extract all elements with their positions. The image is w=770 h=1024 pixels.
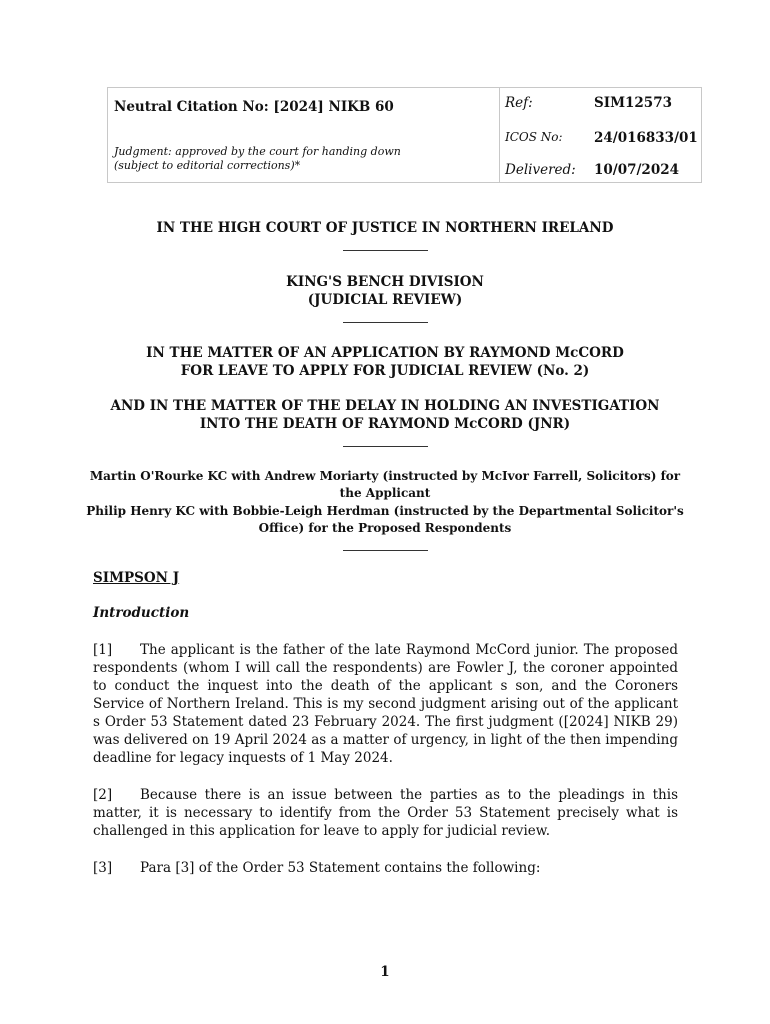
matter-2-line-2: INTO THE DEATH OF RAYMOND McCORD (JNR): [199, 416, 571, 432]
paragraph-2: [93, 786, 678, 840]
paragraph-number: [2]: [93, 787, 113, 803]
section-heading: Introduction: [93, 605, 190, 621]
delivered-value: 10/07/2024: [594, 162, 680, 178]
counsel-line-4: Office) for the Proposed Respondents: [258, 521, 512, 535]
paragraph-number: [1]: [93, 642, 113, 658]
matter-1-line-1: IN THE MATTER OF AN APPLICATION BY RAYMOND McCORD: [146, 345, 624, 361]
separator-rule: [343, 322, 428, 323]
division-line-2: (JUDICIAL REVIEW): [307, 292, 463, 308]
ref-label: Ref:: [505, 95, 533, 111]
counsel-line-3: Philip Henry KC with Bobbie-Leigh Herdman (instructed by the Departmental Solicitor's: [86, 504, 684, 518]
neutral-citation: Neutral Citation No: [2024] NIKB 60: [114, 99, 394, 115]
judge-name: SIMPSON J: [93, 570, 180, 586]
paragraph-1: [93, 641, 678, 767]
separator-rule: [343, 446, 428, 447]
matter-2-line-1: AND IN THE MATTER OF THE DELAY IN HOLDING AN INVESTIGATION: [110, 398, 660, 414]
division-line-1: KING'S BENCH DIVISION: [286, 274, 484, 290]
header-divider: [499, 88, 500, 182]
icos-value: 24/016833/01: [594, 130, 698, 146]
approval-note: [114, 145, 444, 173]
ref-value: SIM12573: [594, 95, 672, 111]
approval-line-1: Judgment: approved by the court for handing down: [114, 145, 401, 158]
page-number: 1: [380, 964, 390, 980]
paragraph-number: [3]: [93, 860, 113, 876]
separator-rule: [343, 550, 428, 551]
court-title: IN THE HIGH COURT OF JUSTICE IN NORTHERN IRELAND: [156, 220, 614, 236]
separator-rule: [343, 250, 428, 251]
approval-line-2: (subject to editorial corrections)*: [114, 159, 301, 172]
counsel-line-2: the Applicant: [339, 486, 431, 500]
counsel-line-1: Martin O'Rourke KC with Andrew Moriarty (instructed by McIvor Farrell, Solicitors) for: [89, 469, 681, 483]
icos-label: ICOS No:: [505, 130, 563, 144]
paragraph-text: The applicant is the father of the late Raymond McCord junior. The proposed respondents (whom I will call the respondents) are Fowler J, the coroner appointed to conduct the inquest into the death of the applicant s son, and the Coroners Service of Northern Ireland. This is my second judgment arising out of the applicant s Order 53 Statement dated 23 February 2024. The first judgment ([2024] NIKB 29) was delivered on 19 April 2024 as a matter of urgency, in light of the then impending deadline for legacy inquests of 1 May 2024.: [93, 642, 678, 766]
matter-1-line-2: FOR LEAVE TO APPLY FOR JUDICIAL REVIEW (No. 2): [180, 363, 590, 379]
delivered-label: Delivered:: [505, 162, 576, 178]
paragraph-text: Para [3] of the Order 53 Statement contains the following:: [140, 860, 541, 876]
header-box: [107, 87, 702, 183]
paragraph-text: Because there is an issue between the parties as to the pleadings in this matter, it is necessary to identify from the Order 53 Statement precisely what is challenged in this application for leave to apply for judicial review.: [93, 787, 678, 839]
paragraph-3: [93, 859, 678, 877]
